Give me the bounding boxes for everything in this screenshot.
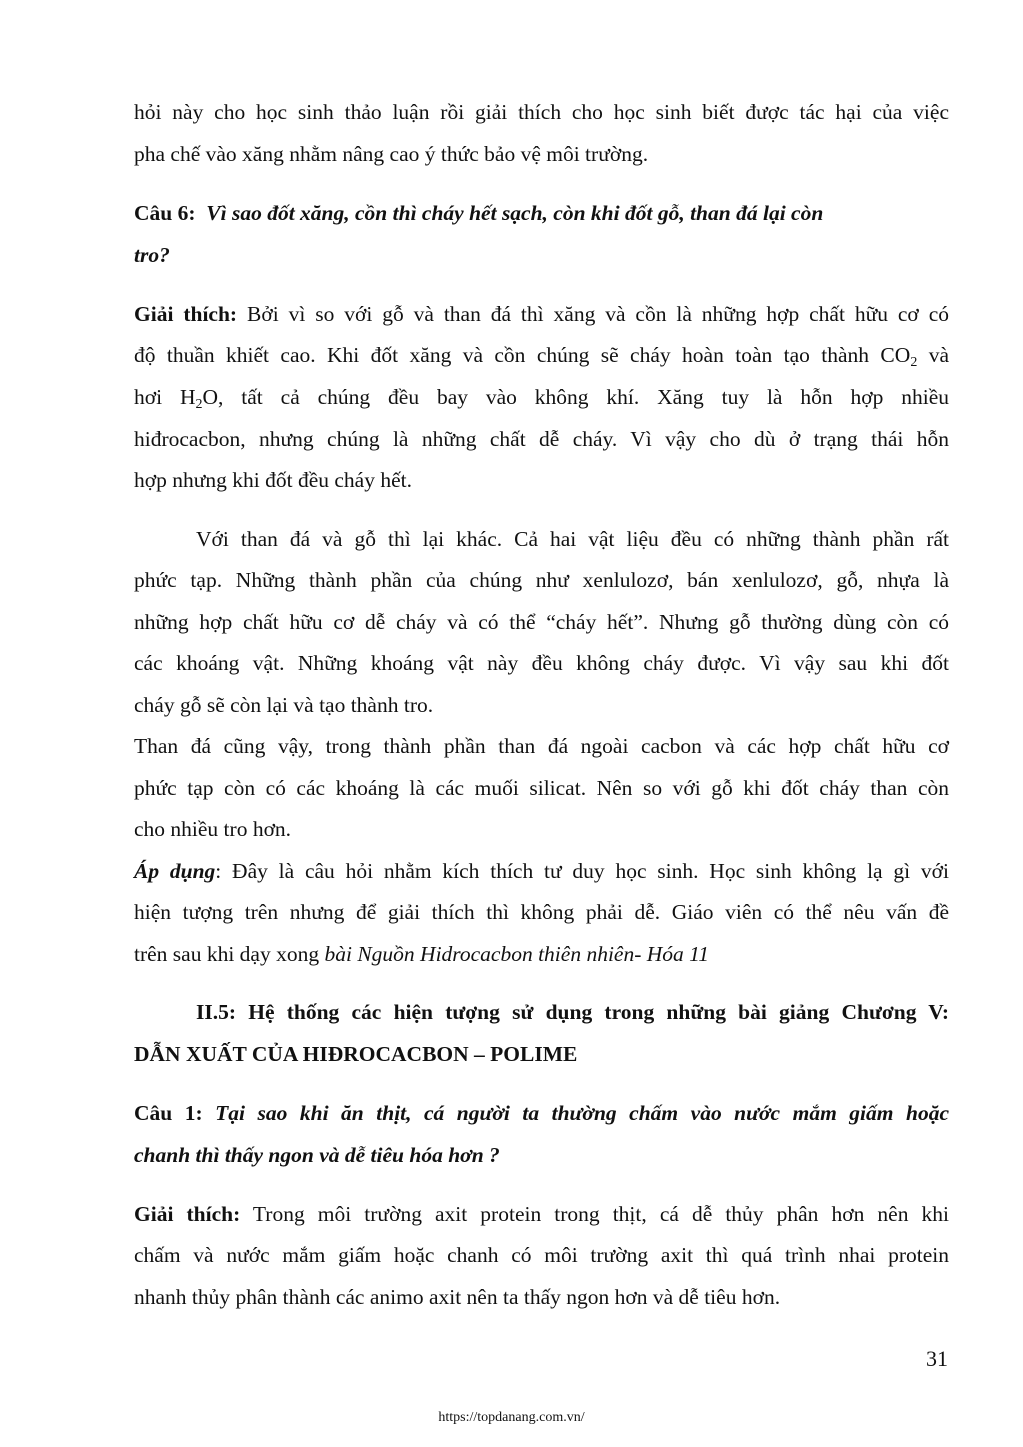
paragraph-line: hỏi này cho học sinh thảo luận rồi giải thích cho học sinh biết được tác hại của việc <box>134 100 949 124</box>
subscript: 2 <box>910 355 918 370</box>
paragraph-line: phức tạp còn có các khoáng là các muối silicat. Nên so với gỗ khi đốt cháy than còn <box>134 776 949 800</box>
apply-text: trên sau khi dạy xong <box>134 942 325 966</box>
explanation-6-line: hiđrocacbon, nhưng chúng là những chất dễ cháy. Vì vậy cho dù ở trạng thái hỗn <box>134 427 949 451</box>
apply-line: hiện tượng trên nhưng để giải thích thì không phải dễ. Giáo viên có thể nêu vấn đề <box>134 900 949 924</box>
paragraph-line: Than đá cũng vậy, trong thành phần than đá ngoài cacbon và các hợp chất hữu cơ <box>134 734 949 758</box>
question-text-cont: tro? <box>134 243 170 267</box>
paragraph-line: những hợp chất hữu cơ dễ cháy và có thể “cháy hết”. Nhưng gỗ thường dùng còn có <box>134 610 949 634</box>
explanation-text: độ thuần khiết cao. Khi đốt xăng và cồn chúng sẽ cháy hoàn toàn tạo thành CO <box>134 343 911 367</box>
explanation-1-line <box>134 1200 949 1228</box>
explanation-text: hơi H <box>134 385 196 409</box>
question-text: Tại sao khi ăn thịt, cá người ta thường chấm vào nước mắm giấm hoặc <box>215 1101 949 1125</box>
question-text: Vì sao đốt xăng, cồn thì cháy hết sạch, còn khi đốt gỗ, than đá lại còn <box>206 201 824 225</box>
explanation-text: Trong môi trường axit protein trong thịt, cá dễ thủy phân hơn nên khi <box>252 1202 949 1226</box>
question-label: Câu 6: <box>134 201 196 225</box>
explanation-text: và <box>917 343 949 367</box>
explanation-label: Giải thích: <box>134 1202 241 1226</box>
explanation-label: Giải thích: <box>134 302 238 326</box>
section-heading-cont: DẪN XUẤT CỦA HIĐROCACBON – POLIME <box>134 1042 578 1066</box>
paragraph-line: cho nhiều tro hơn. <box>134 817 292 841</box>
explanation-text: Bởi vì so với gỗ và than đá thì xăng và cồn là những hợp chất hữu cơ có <box>246 302 950 326</box>
explanation-6-line <box>134 383 949 411</box>
apply-text: : Đây là câu hỏi nhằm kích thích tư duy học sinh. Học sinh không lạ gì với <box>215 859 949 883</box>
question-6 <box>134 199 823 227</box>
paragraph-line: pha chế vào xăng nhằm nâng cao ý thức bảo vệ môi trường. <box>134 142 649 166</box>
explanation-1-line: chấm và nước mắm giấm hoặc chanh có môi trường axit thì quá trình nhai protein <box>134 1243 949 1267</box>
explanation-1-line: nhanh thủy phân thành các animo axit nên ta thấy ngon hơn và dễ tiêu hơn. <box>134 1285 781 1309</box>
section-heading: II.5: Hệ thống các hiện tượng sử dụng trong những bài giảng Chương V: <box>196 1000 949 1024</box>
explanation-6-line: hợp nhưng khi đốt đều cháy hết. <box>134 468 412 492</box>
question-1 <box>134 1099 949 1127</box>
paragraph-line: các khoáng vật. Những khoáng vật này đều không cháy được. Vì vậy sau khi đốt <box>134 651 949 675</box>
apply-line <box>134 940 709 968</box>
explanation-6-line <box>134 341 949 369</box>
subscript: 2 <box>195 397 203 412</box>
question-text-cont: chanh thì thấy ngon và dễ tiêu hóa hơn ? <box>134 1143 500 1167</box>
explanation-6-line <box>134 300 949 328</box>
question-label: Câu 1: <box>134 1101 203 1125</box>
apply-label: Áp dụng <box>134 859 216 883</box>
page-number: 31 <box>926 1346 948 1371</box>
paragraph-line: cháy gỗ sẽ còn lại và tạo thành tro. <box>134 693 434 717</box>
footer-url[interactable]: https://topdanang.com.vn/ <box>438 1410 585 1425</box>
paragraph-line: phức tạp. Những thành phần của chúng như xenlulozơ, bán xenlulozơ, gỗ, nhựa là <box>134 568 949 592</box>
lesson-reference: bài Nguồn Hidrocacbon thiên nhiên- Hóa 11 <box>324 942 710 966</box>
explanation-text: O, tất cả chúng đều bay vào không khí. Xăng tuy là hỗn hợp nhiều <box>202 385 949 409</box>
apply-line <box>134 857 949 885</box>
paragraph-line: Với than đá và gỗ thì lại khác. Cả hai vật liệu đều có những thành phần rất <box>196 527 949 551</box>
